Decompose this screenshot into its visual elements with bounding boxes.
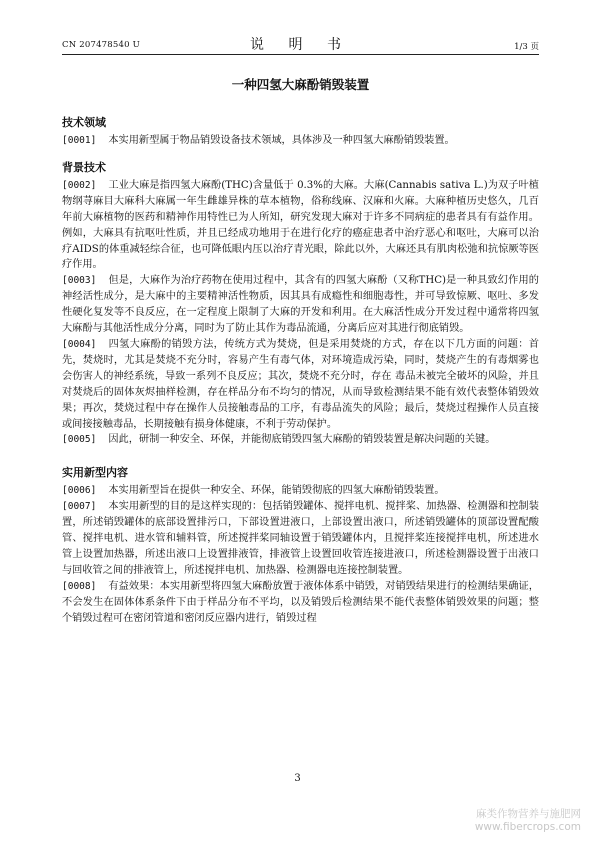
paragraph-number: [0008] <box>62 580 97 592</box>
paragraph-number: [0004] <box>62 338 97 350</box>
paragraph-number: [0006] <box>62 485 97 497</box>
page-fraction: 1/3 页 <box>514 42 539 52</box>
section-heading-utility: 实用新型内容 <box>62 466 128 480</box>
watermark-site-name: 麻类作物营养与施肥网 <box>476 808 581 820</box>
site-watermark <box>475 808 581 834</box>
document-body <box>62 75 539 626</box>
page-number: 3 <box>294 773 301 784</box>
document-type: 说 明 书 <box>250 37 351 53</box>
header-rule <box>62 54 539 55</box>
paragraph-number: [0001] <box>62 135 97 146</box>
paragraph-text: 本实用新型属于物品销毁设备技术领域，具体涉及一种四氢大麻酚销毁装置。 <box>108 135 455 146</box>
paragraph-number: [0003] <box>62 275 97 287</box>
paragraph-text: 因此，研制一种安全、环保，并能彻底销毁四氢大麻酚的销毁装置是解决问题的关键。 <box>108 434 496 446</box>
paragraph-text: 有益效果：本实用新型将四氢大麻酚放置于液体体系中销毁，对销毁结果进行的检测结果确证，不会发生在固体体系条件下由于样品分布不平均，以及销毁后检测结果不能代表整体销毁效果的问题；整个销毁过程可在密闭管道和密闭反应器内进行，销毁过程 <box>62 580 539 624</box>
section-heading-background: 背景技术 <box>62 160 106 174</box>
paragraph-0002 <box>62 178 539 273</box>
paragraph-number: [0005] <box>62 434 97 446</box>
paragraph-number: [0002] <box>62 179 97 191</box>
publication-number: CN 207478540 U <box>62 40 140 50</box>
paragraph-number: [0007] <box>62 501 97 513</box>
paragraph-0005 <box>62 432 539 448</box>
paragraph-text: 四氢大麻酚的销毁方法，传统方式为焚烧，但是采用焚烧的方式，存在以下几方面的问题：首先，焚烧时，尤其是焚烧不充分时，容易产生有毒气体，对环境造成污染，同时，焚烧产生的有毒烟雾也会伤害人的神经系统，导致一系列不良反应；其次，焚烧不充分时，存在 毒品未被完全破坏的风险，并且对焚烧后的固体灰烬抽样检测，存在样品分布不均匀的情况，从而导致检测结果不能有效代表整体销毁效果；再次，焚烧过程中存在操作人员接触毒品的工序，有毒品流失的风险；最后，焚烧过程操作人员直接或间接接触毒品，长期接触有损身体健康，不利于劳动保护。 <box>62 338 539 430</box>
paragraph-text: 本实用新型旨在提供一种安全、环保，能销毁彻底的四氢大麻酚销毁装置。 <box>108 485 445 497</box>
paragraph-0007 <box>62 499 539 579</box>
page-header <box>62 32 539 52</box>
paragraph-text: 但是，大麻作为治疗药物在使用过程中，其含有的四氢大麻酚（又称THC)是一种具致幻作用的神经活性成分，是大麻中的主要精神活性物质，因其具有成瘾性和细胞毒性，并可导致惊厥、呕吐、多发性硬化复发等不良反应，在一定程度上限制了大麻的开发和利用。在大麻活性成分开发过程中通常将四氢大麻酚与其他活性成分分离，同时为了防止其作为毒品流通，分离后应对其进行彻底销毁。 <box>62 275 539 335</box>
paragraph-0008 <box>62 579 539 627</box>
paragraph-0006 <box>62 483 539 499</box>
paragraph-0003 <box>62 273 539 337</box>
section-heading-tech-field: 技术领域 <box>62 116 106 129</box>
document-title: 一种四氢大麻酚销毁装置 <box>231 77 370 92</box>
paragraph-0004 <box>62 337 539 432</box>
paragraph-0001 <box>62 133 539 149</box>
paragraph-text: 本实用新型的目的是这样实现的：包括销毁罐体、搅拌电机、搅拌桨、加热器、检测器和控制装置，所述销毁罐体的底部设置排污口，下部设置进液口，上部设置出液口，所述销毁罐体的顶部设置配酸管、搅拌电机、进水管和辅料管，所述搅拌桨同轴设置于销毁罐体内，且搅拌桨连接搅拌电机，所述进水管上设置加热器，所述出液口上设置排液管，排液管上设置回收管连接进液口，所述检测器设置于出液口与回收管之间的排液管上，所述搅拌电机、加热器、检测器电连接控制装置。 <box>62 501 539 576</box>
paragraph-text: 工业大麻是指四氢大麻酚(THC)含量低于 0.3%的大麻。大麻(Cannabis sativa L.)为双子叶植物纲荨麻目大麻科大麻属一年生雌雄异株的草本植物，俗称线麻、汉麻和火麻。大麻种植历史悠久，几百年前大麻植物的医药和精神作用特性已为人所知，研究发现大麻对于许多不同病症的患者具有有益作用。例如，大麻具有抗呕吐性质，并且已经成功地用于在进行化疗的癌症患者中治疗恶心和呕吐，大麻可以治疗AIDS的体重减轻综合征，也可降低眼内压以治疗青光眼，除此以外，大麻还具有肌肉松弛和抗惊厥等医疗作用。 <box>62 179 539 271</box>
watermark-url: www.fibercrops.com <box>474 821 581 833</box>
